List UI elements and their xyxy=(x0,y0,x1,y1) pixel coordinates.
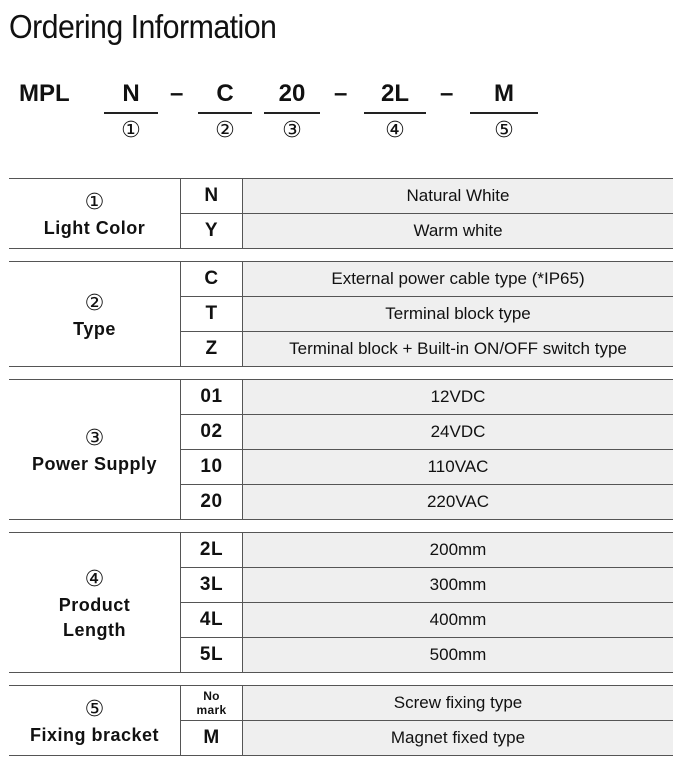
table-row xyxy=(181,380,673,414)
code-segment-fixing-bracket xyxy=(470,80,538,143)
option-code: 2L xyxy=(181,533,243,567)
page-title: Ordering Information xyxy=(9,8,277,45)
option-code: Z xyxy=(181,332,243,366)
group-label xyxy=(9,179,181,248)
segment-code: M xyxy=(470,80,538,114)
option-description: 110VAC xyxy=(243,450,673,484)
table-row xyxy=(181,567,673,602)
option-code: 02 xyxy=(181,415,243,449)
segment-number: ⑤ xyxy=(494,118,514,143)
segment-code: 2L xyxy=(364,80,426,114)
group-light-color xyxy=(9,178,673,249)
table-row xyxy=(181,179,673,213)
table-row xyxy=(181,296,673,331)
group-label-text-line-1: Product xyxy=(58,594,131,615)
group-number: ④ xyxy=(84,566,105,592)
group-number: ③ xyxy=(84,426,105,451)
group-label xyxy=(9,533,181,672)
code-segment-light-color xyxy=(104,80,158,143)
group-label-text: Light Color xyxy=(43,218,146,238)
option-code xyxy=(181,686,243,720)
group-product-length xyxy=(9,532,673,673)
table-row xyxy=(181,637,673,672)
option-code: C xyxy=(181,262,243,296)
option-code: 01 xyxy=(181,380,243,414)
group-number: ② xyxy=(84,290,105,316)
option-description: Terminal block + Built-in ON/OFF switch type xyxy=(243,332,673,366)
option-description: 300mm xyxy=(243,568,673,602)
segment-number: ① xyxy=(121,118,141,143)
option-description: Warm white xyxy=(243,214,673,248)
option-description: Screw fixing type xyxy=(243,686,673,720)
code-segment-type xyxy=(198,80,252,143)
option-code: T xyxy=(181,297,243,331)
option-description: Natural White xyxy=(243,179,673,213)
group-type xyxy=(9,261,673,367)
group-label-text-line-2: Length xyxy=(63,619,126,640)
table-row xyxy=(181,414,673,449)
segment-number: ② xyxy=(215,118,235,143)
segment-code: 20 xyxy=(264,80,320,114)
model-prefix: MPL xyxy=(19,80,70,107)
table-row xyxy=(181,213,673,248)
option-description: 200mm xyxy=(243,533,673,567)
group-number: ① xyxy=(84,190,105,215)
table-row xyxy=(181,720,673,755)
group-label-text: Type xyxy=(73,318,116,339)
code-segment-power-supply xyxy=(264,80,320,143)
option-code: 10 xyxy=(181,450,243,484)
group-label xyxy=(9,380,181,519)
group-power-supply xyxy=(9,379,673,520)
option-description: External power cable type (*IP65) xyxy=(243,262,673,296)
table-row xyxy=(181,533,673,567)
separator-dash: – xyxy=(334,80,348,107)
group-number: ⑤ xyxy=(84,697,105,722)
option-description: 400mm xyxy=(243,603,673,637)
option-description: 220VAC xyxy=(243,485,673,519)
code-segment-product-length xyxy=(364,80,426,143)
option-description: 500mm xyxy=(243,638,673,672)
group-fixing-bracket xyxy=(9,685,673,756)
option-description: Terminal block type xyxy=(243,297,673,331)
table-row xyxy=(181,449,673,484)
option-code: M xyxy=(181,721,243,755)
option-code-line-1: No xyxy=(203,689,220,703)
option-code: 3L xyxy=(181,568,243,602)
option-code: 5L xyxy=(181,638,243,672)
table-row xyxy=(181,686,673,720)
option-code: 20 xyxy=(181,485,243,519)
group-label-text: Power Supply xyxy=(31,454,158,474)
segment-number: ④ xyxy=(385,118,405,143)
group-label xyxy=(9,262,181,366)
segment-code: N xyxy=(104,80,158,114)
separator-dash: – xyxy=(170,80,184,107)
group-label xyxy=(9,686,181,755)
option-description: Magnet fixed type xyxy=(243,721,673,755)
group-label-text: Fixing bracket xyxy=(29,725,160,745)
segment-number: ③ xyxy=(282,118,302,143)
option-code: 4L xyxy=(181,603,243,637)
segment-code: C xyxy=(198,80,252,114)
option-description: 12VDC xyxy=(243,380,673,414)
option-code: Y xyxy=(181,214,243,248)
table-row xyxy=(181,262,673,296)
option-code: N xyxy=(181,179,243,213)
model-code-line xyxy=(0,0,680,160)
table-row xyxy=(181,484,673,519)
separator-dash: – xyxy=(440,80,454,107)
option-code-line-2: mark xyxy=(196,703,227,717)
table-row xyxy=(181,331,673,366)
ordering-table xyxy=(9,178,673,768)
option-description: 24VDC xyxy=(243,415,673,449)
table-row xyxy=(181,602,673,637)
